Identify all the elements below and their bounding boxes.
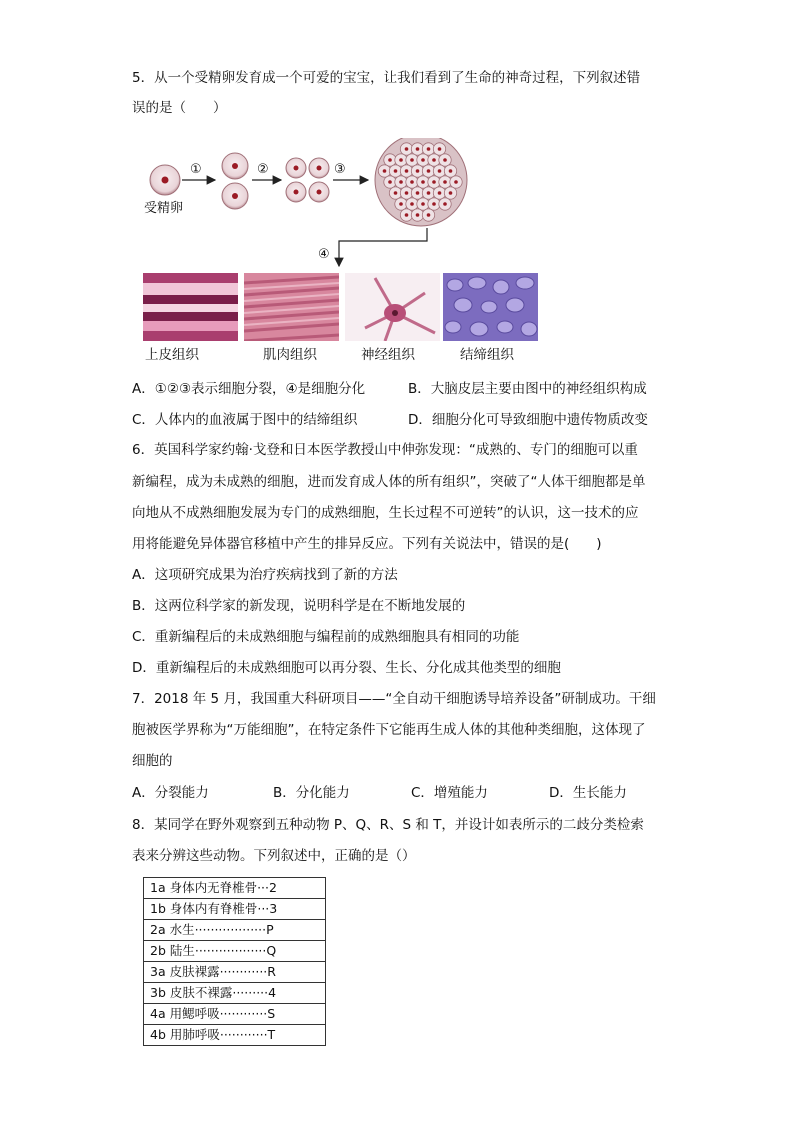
q5-option-d: D．细胞分化可导致细胞中遗传物质改变 [408,412,648,428]
four-cell-stage [286,158,329,202]
connective-tissue-image [443,273,538,341]
q6-stem-line4: 用将能避免异体器官移植中产生的排异反应。下列有关说法中，错误的是( ) [132,536,602,552]
key-cell: 2b 陆生··················Q [144,941,326,962]
key-cell: 1b 身体内有脊椎骨···3 [144,899,326,920]
table-row [144,878,326,899]
step-1-label: ① [190,162,202,177]
table-row [144,962,326,983]
q5-option-c: C．人体内的血液属于图中的结缔组织 [132,412,358,428]
q6-option-c: C．重新编程后的未成熟细胞与编程前的成熟细胞具有相同的功能 [132,629,520,645]
table-row [144,1004,326,1025]
key-cell: 3a 皮肤裸露············R [144,962,326,983]
tissue-label-epithelial: 上皮组织 [145,347,199,363]
step-2-label: ② [257,162,269,177]
tissue-label-muscle: 肌肉组织 [263,347,317,363]
q5-stem-line1: 5．从一个受精卵发育成一个可爱的宝宝，让我们看到了生命的神奇过程，下列叙述错 [132,70,641,86]
q7-stem-line1: 7．2018 年 5 月，我国重大科研项目——“全自动干细胞诱导培养设备”研制成功。干细 [132,691,656,707]
step-3-label: ③ [334,162,346,177]
q7-stem-line3: 细胞的 [132,753,173,769]
table-row [144,983,326,1004]
table-row [144,1025,326,1046]
q7-option-a: A．分裂能力 [132,785,209,801]
zygote-label: 受精卵 [144,201,184,216]
zygote-cell [150,165,180,195]
q7-stem-line2: 胞被医学界称为“万能细胞”，在特定条件下它能再生成人体的其他种类细胞，这体现了 [132,722,646,738]
table-row [144,920,326,941]
epithelial-tissue-image [143,273,238,341]
key-cell: 1a 身体内无脊椎骨···2 [144,878,326,899]
muscle-tissue-image [244,273,339,341]
q6-stem-line2: 新编程，成为未成熟的细胞，进而发育成人体的所有组织”，突破了“人体干细胞都是单 [132,474,646,490]
q7-option-c: C．增殖能力 [411,785,488,801]
q8-stem-line2: 表来分辨这些动物。下列叙述中，正确的是（） [132,848,416,864]
step-4-label: ④ [318,247,330,262]
q6-option-b: B．这两位科学家的新发现，说明科学是在不断地发展的 [132,598,466,614]
dichotomous-key-table [143,877,326,1046]
q6-option-d: D．重新编程后的未成熟细胞可以再分裂、生长、分化成其他类型的细胞 [132,660,561,676]
key-cell: 3b 皮肤不裸露·········4 [144,983,326,1004]
key-cell: 4a 用鳃呼吸············S [144,1004,326,1025]
cell-cluster [375,138,467,226]
key-cell: 4b 用肺呼吸············T [144,1025,326,1046]
q6-stem-line1: 6．英国科学家约翰·戈登和日本医学教授山中伸弥发现：“成熟的、专门的细胞可以重 [132,442,638,458]
two-cell-stage [222,153,248,209]
cell-division-diagram [135,138,495,273]
nerve-tissue-image [345,273,440,341]
q6-stem-line3: 向地从不成熟细胞发展为专门的成熟细胞，生长过程不可逆转”的认识，这一技术的应 [132,505,639,521]
q5-option-b: B．大脑皮层主要由图中的神经组织构成 [408,381,647,397]
table-row [144,899,326,920]
q7-option-b: B．分化能力 [273,785,350,801]
table-row [144,941,326,962]
tissue-label-connective: 结缔组织 [460,347,514,363]
tissue-label-nerve: 神经组织 [361,347,415,363]
q5-option-a: A．①②③表示细胞分裂，④是细胞分化 [132,381,366,397]
q5-stem-line2: 误的是（ ） [132,100,227,116]
q8-stem-line1: 8．某同学在野外观察到五种动物 P、Q、R、S 和 T，并设计如表所示的二歧分类检索 [132,817,644,833]
q6-option-a: A．这项研究成果为治疗疾病找到了新的方法 [132,567,398,583]
q7-option-d: D．生长能力 [549,785,627,801]
key-cell: 2a 水生··················P [144,920,326,941]
